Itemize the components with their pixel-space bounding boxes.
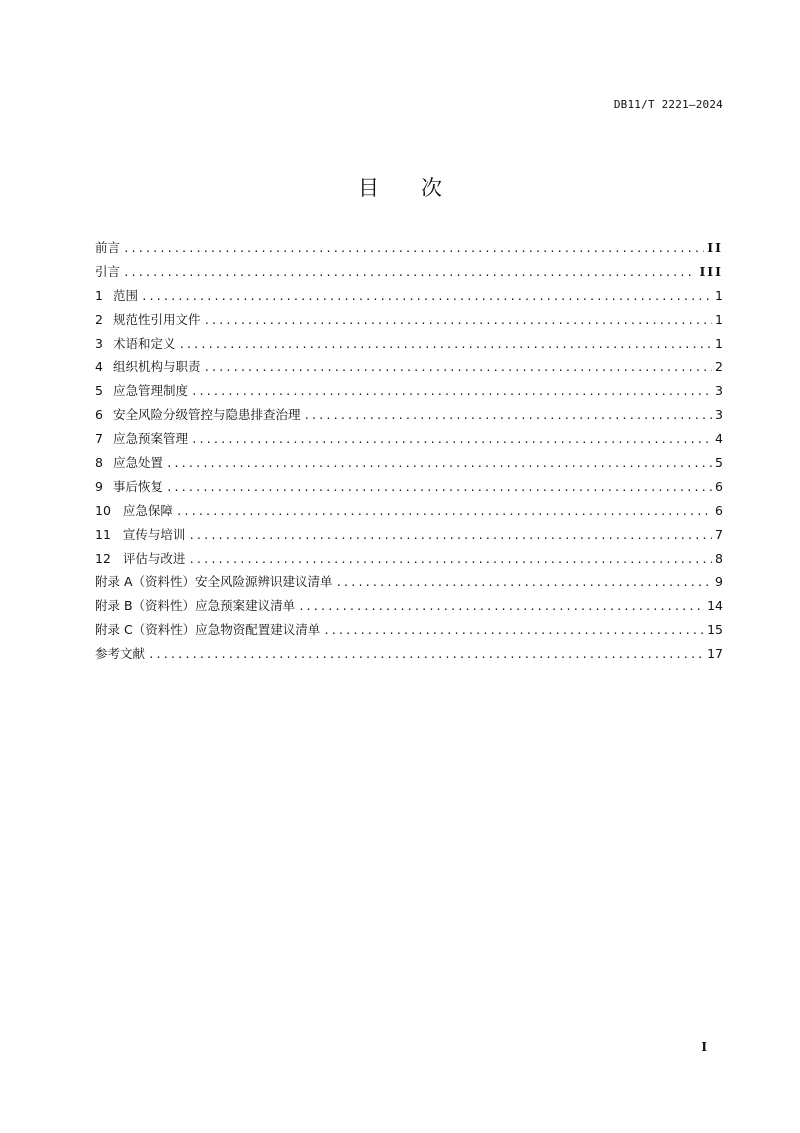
toc-entry-page: 7 bbox=[715, 526, 723, 542]
table-of-contents bbox=[95, 238, 723, 668]
toc-entry[interactable] bbox=[95, 238, 723, 262]
toc-dot-leader bbox=[166, 457, 712, 470]
toc-entry-page: 15 bbox=[707, 622, 723, 638]
toc-entry-page: 9 bbox=[715, 574, 723, 590]
toc-entry-page: 1 bbox=[715, 287, 723, 303]
toc-dot-leader bbox=[191, 385, 712, 398]
toc-dot-leader bbox=[123, 242, 704, 255]
toc-dot-leader bbox=[123, 266, 696, 279]
toc-entry-number: 8 bbox=[95, 455, 103, 471]
toc-entry-page: III bbox=[699, 263, 723, 279]
toc-entry-page: 4 bbox=[715, 431, 723, 447]
toc-entry-page: 3 bbox=[715, 383, 723, 399]
toc-entry-page: 1 bbox=[715, 311, 723, 327]
toc-entry-number: 5 bbox=[95, 383, 103, 399]
toc-entry-page: 14 bbox=[707, 598, 723, 614]
toc-entry-number: 12 bbox=[95, 550, 111, 566]
toc-entry[interactable] bbox=[95, 596, 723, 620]
toc-dot-leader bbox=[176, 505, 712, 518]
toc-dot-leader bbox=[188, 553, 712, 566]
toc-entry[interactable] bbox=[95, 286, 723, 310]
toc-entry-label: 引言 bbox=[95, 263, 121, 279]
toc-dot-leader bbox=[148, 648, 704, 661]
toc-entry-label: 应急处置 bbox=[112, 455, 163, 471]
toc-entry-number: 4 bbox=[95, 359, 103, 375]
toc-entry[interactable] bbox=[95, 549, 723, 573]
toc-entry[interactable] bbox=[95, 357, 723, 381]
toc-entry-label: 应急预案管理 bbox=[112, 431, 188, 447]
toc-entry-page: 5 bbox=[715, 455, 723, 471]
toc-dot-leader bbox=[323, 624, 704, 637]
toc-entry[interactable] bbox=[95, 334, 723, 358]
toc-entry-number: 1 bbox=[95, 287, 103, 303]
toc-dot-leader bbox=[203, 314, 712, 327]
toc-entry-number: 6 bbox=[95, 407, 103, 423]
toc-entry[interactable] bbox=[95, 310, 723, 334]
toc-entry-page: 3 bbox=[715, 407, 723, 423]
toc-dot-leader bbox=[141, 290, 712, 303]
toc-entry-label: 术语和定义 bbox=[112, 335, 176, 351]
toc-entry-number: 10 bbox=[95, 502, 111, 518]
page-title-right: 次 bbox=[421, 176, 442, 200]
toc-entry[interactable] bbox=[95, 572, 723, 596]
toc-entry[interactable] bbox=[95, 262, 723, 286]
toc-dot-leader bbox=[303, 409, 712, 422]
toc-entry-number: 2 bbox=[95, 311, 103, 327]
page-number: I bbox=[701, 1040, 707, 1054]
toc-entry-label: 参考文献 bbox=[95, 646, 146, 662]
toc-dot-leader bbox=[191, 433, 712, 446]
toc-appendix-tag: 附录 B（资料性） bbox=[95, 598, 196, 614]
toc-entry[interactable] bbox=[95, 477, 723, 501]
toc-appendix-tag: 附录 C（资料性） bbox=[95, 622, 196, 638]
toc-entry-page: 8 bbox=[715, 550, 723, 566]
toc-entry-page: 2 bbox=[715, 359, 723, 375]
toc-entry-page: 6 bbox=[715, 478, 723, 494]
toc-entry-label: 规范性引用文件 bbox=[112, 311, 201, 327]
toc-entry-number: 9 bbox=[95, 478, 103, 494]
toc-entry[interactable] bbox=[95, 620, 723, 644]
toc-entry-label: 评估与改进 bbox=[122, 550, 186, 566]
toc-entry[interactable] bbox=[95, 429, 723, 453]
toc-entry-label: 宣传与培训 bbox=[122, 526, 186, 542]
toc-entry-label: 应急物资配置建议清单 bbox=[195, 622, 321, 638]
toc-entry-label: 应急管理制度 bbox=[112, 383, 188, 399]
toc-dot-leader bbox=[203, 361, 712, 374]
toc-entry-number: 11 bbox=[95, 526, 111, 542]
toc-entry-number: 7 bbox=[95, 431, 103, 447]
toc-entry[interactable] bbox=[95, 405, 723, 429]
toc-entry-label: 事后恢复 bbox=[112, 478, 163, 494]
toc-entry-label: 应急预案建议清单 bbox=[195, 598, 296, 614]
toc-dot-leader bbox=[166, 481, 712, 494]
document-code: DB11/T 2221—2024 bbox=[613, 98, 723, 111]
toc-entry-page: II bbox=[707, 240, 723, 255]
toc-entry[interactable] bbox=[95, 525, 723, 549]
toc-entry-page: 17 bbox=[707, 646, 723, 662]
toc-dot-leader bbox=[188, 529, 712, 542]
page-title bbox=[0, 172, 800, 202]
toc-entry-page: 1 bbox=[715, 335, 723, 351]
toc-entry-label: 范围 bbox=[112, 287, 138, 303]
toc-entry-label: 安全风险分级管控与隐患排查治理 bbox=[112, 407, 301, 423]
toc-entry-label: 组织机构与职责 bbox=[112, 359, 201, 375]
toc-dot-leader bbox=[178, 338, 712, 351]
toc-entry[interactable] bbox=[95, 501, 723, 525]
toc-entry[interactable] bbox=[95, 453, 723, 477]
toc-entry-label: 应急保障 bbox=[122, 502, 173, 518]
toc-appendix-tag: 附录 A（资料性） bbox=[95, 574, 196, 590]
toc-dot-leader bbox=[336, 576, 712, 589]
toc-entry-number: 3 bbox=[95, 335, 103, 351]
toc-dot-leader bbox=[298, 600, 704, 613]
toc-entry-label: 安全风险源辨识建议清单 bbox=[195, 574, 333, 590]
toc-entry-page: 6 bbox=[715, 502, 723, 518]
page-title-left: 目 bbox=[358, 176, 379, 200]
toc-entry[interactable] bbox=[95, 381, 723, 405]
toc-entry[interactable] bbox=[95, 644, 723, 668]
toc-entry-label: 前言 bbox=[95, 240, 121, 255]
